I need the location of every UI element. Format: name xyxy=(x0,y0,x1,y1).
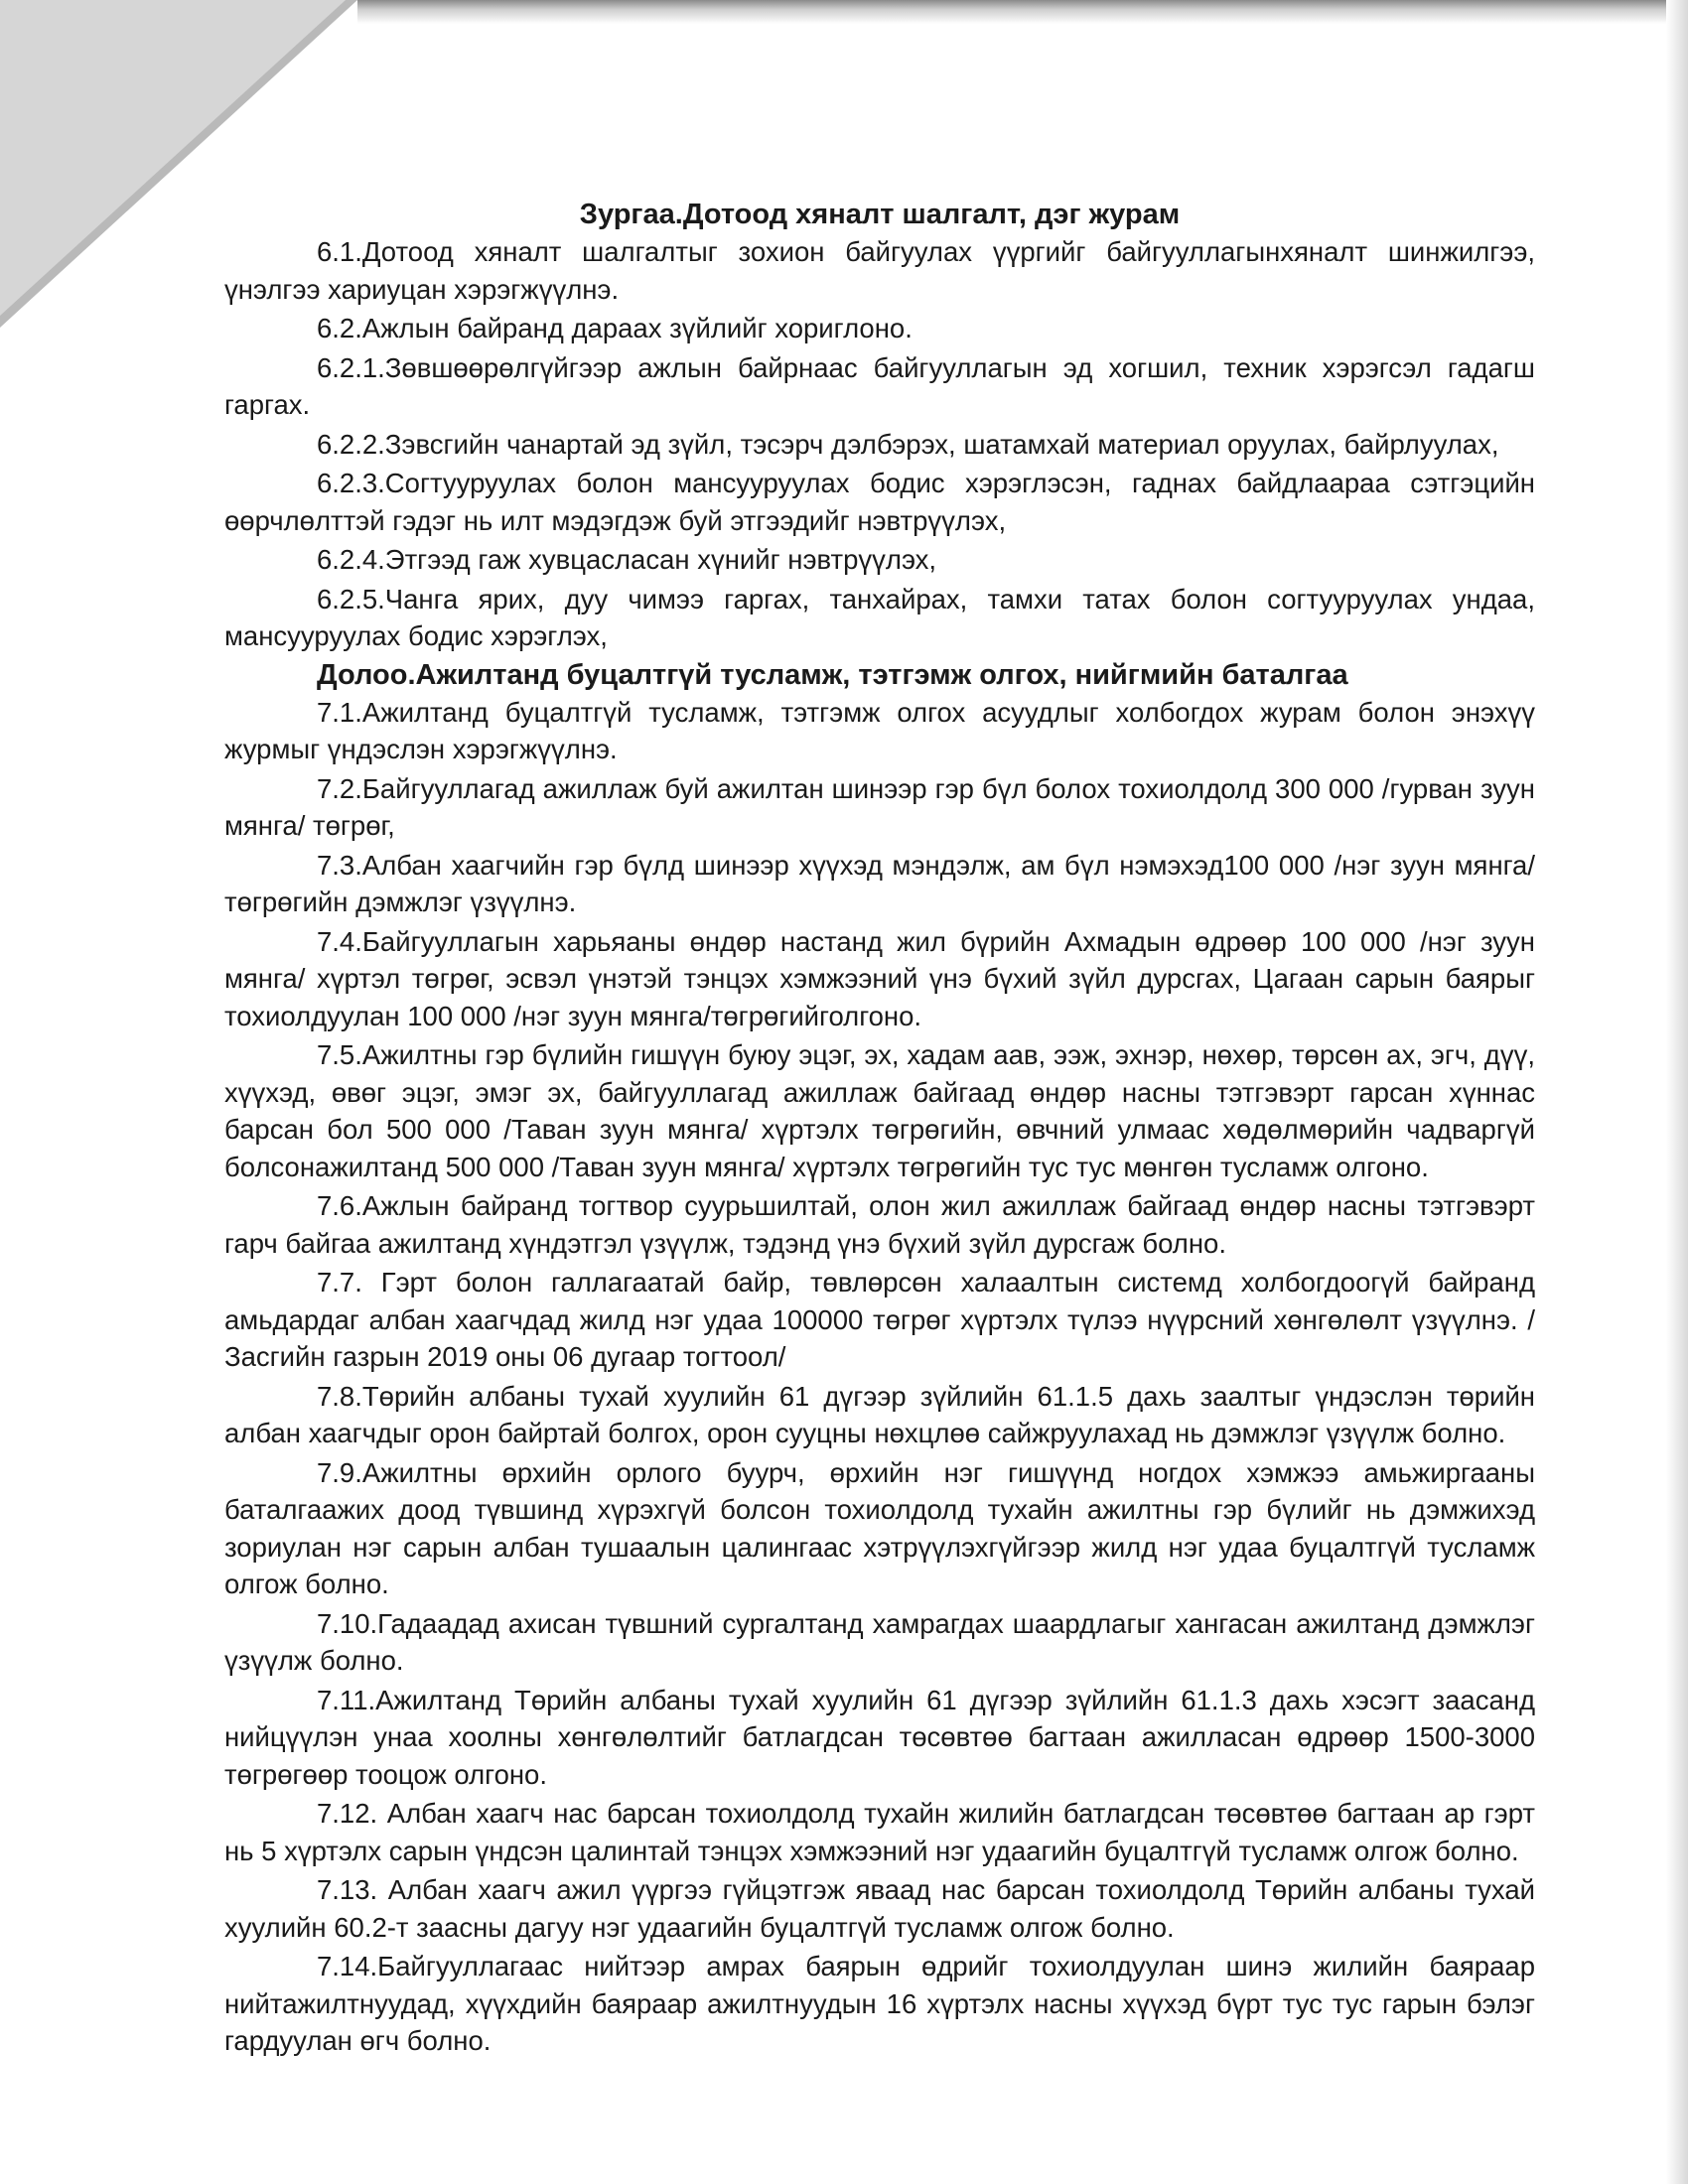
paragraph-7-12: 7.12. Албан хаагч нас барсан тохиолдолд тухайн жилийн батлагдсан төсөвтөө багтаан ар гэрт нь 5 хүртэлх сарын үндсэн цалинтай тэнцэх хэмжээний нэг удаагийн буцалтгүй тусламж олгож болно. xyxy=(224,1798,1535,1866)
section-6-heading: Зургаа.Дотоод хяналт шалгалт, дэг журам xyxy=(579,199,1181,230)
paragraph-7-13: 7.13. Албан хаагч ажил үүргээ гүйцэтгэж яваад нас барсан тохиолдолд Төрийн албаны тухай хуулийн 60.2-т заасны дагуу нэг удаагийн буцалтгүй тусламж олгож болно. xyxy=(224,1874,1535,1943)
paragraph-7-10: 7.10.Гадаадад ахисан түвшний сургалтанд хамрагдах шаардлагыг хангасан ажилтанд дэмжлэг үзүүлж болно. xyxy=(224,1607,1535,1676)
paragraph-7-14: 7.14.Байгууллагаас нийтээр амрах баярын өдрийг тохиолдуулан шинэ жилийн баяраар нийтажилтнуудад, хүүхдийн баяраар ажилтнуудын 16 хүртэлх насны хүүхэд бүрт тус тус гарын бэлэг гардуулан өгч болно. xyxy=(224,1951,1535,2056)
paragraph-6-2-4: 6.2.4.Этгээд гаж хувцасласан хүнийг нэвтрүүлэх, xyxy=(317,544,937,575)
paragraph-7-1: 7.1.Ажилтанд буцалтгүй тусламж, тэтгэмж олгох асуудлыг холбогдох журам болон энэхүү журмыг үндэслэн хэрэгжүүлнэ. xyxy=(224,696,1535,764)
paragraph-6-2-5: 6.2.5.Чанга ярих, дуу чимээ гаргах, танхайрах, тамхи татах болон согтууруулах ундаа, мансууруулах бодис хэрэглэх, xyxy=(224,583,1535,651)
scan-right-edge xyxy=(1666,0,1688,2184)
paragraph-7-4: 7.4.Байгууллагын харьяаны өндөр настанд жил бүрийн Ахмадын өдрөөр 100 000 /нэг зуун мянга/ хүртэл төгрөг, эсвэл үнэтэй тэнцэх хэмжээний үнэ бүхий зүйл дурсгах, Цагаан сарын баярыг тохиолдуулан 100 000 /нэг зуун мянга/төгрөгийголгоно. xyxy=(224,925,1535,1031)
scan-top-edge xyxy=(357,0,1688,24)
paragraph-7-7: 7.7. Гэрт болон галлагаатай байр, төвлөрсөн халаалтын системд холбогдоогүй байранд амьдардаг албан хаагчдад жилд нэг удаа 100000 төгрөг хүртэлх түлээ нүүрсний хөнгөлөлт үзүүлнэ. /Засгийн газрын 2019 оны 06 дугаар тогтоол/ xyxy=(224,1267,1535,1372)
paragraph-6-2-1: 6.2.1.Зөвшөөрөлгүйгээр ажлын байрнаас байгууллагын эд хогшил, техник хэрэгсэл гадагш гаргах. xyxy=(224,351,1535,420)
paragraph-7-3: 7.3.Албан хаагчийн гэр бүлд шинээр хүүхэд мэндэлж, ам бүл нэмэхэд100 000 /нэг зуун мянга/ төгрөгийн дэмжлэг үзүүлнэ. xyxy=(224,849,1535,917)
paragraph-7-5: 7.5.Ажилтны гэр бүлийн гишүүн буюу эцэг, эх, хадам аав, ээж, эхнэр, нөхөр, төрсөн ах, эгч, дүү, хүүхэд, өвөг эцэг, эмэг эх, байгууллагад ажиллаж байгаад өндөр насны тэтгэвэрт гарсан хүннас барсан бол 500 000 /Таван зуун мянга/ хүртэлх төгрөгийн, өвчний улмаас хөдөлмөрийн чадваргүй болсонажилтанд 500 000 /Таван зуун мянга/ хүртэлх төгрөгийн тус тус мөнгөн тусламж олгоно. xyxy=(224,1039,1535,1182)
paragraph-6-2-2: 6.2.2.Зэвсгийн чанартай эд зүйл, тэсэрч дэлбэрэх, шатамхай материал оруулах, байрлуулах, xyxy=(317,428,1499,460)
paragraph-7-2: 7.2.Байгууллагад ажиллаж буй ажилтан шинээр гэр бүл болох тохиолдолд 300 000 /гурван зуун мянга/ төгрөг, xyxy=(224,772,1535,841)
paragraph-6-2-3: 6.2.3.Согтууруулах болон мансууруулах бодис хэрэглэсэн, гаднах байдлаараа сэтгэцийн өөрчлөлттэй гэдэг нь илт мэдэгдэж буй этгээдийг нэвтрүүлэх, xyxy=(224,468,1535,536)
paragraph-7-6: 7.6.Ажлын байранд тогтвор суурьшилтай, олон жил ажиллаж байгаад өндөр насны тэтгэвэрт гарч байгаа ажилтанд хүндэтгэл үзүүлж, тэдэнд үнэ бүхий зүйл дурсгаж болно. xyxy=(224,1190,1535,1259)
paragraph-7-9: 7.9.Ажилтны өрхийн орлого буурч, өрхийн нэг гишүүнд ногдох хэмжээ амьжиргааны баталгаажих доод түвшинд хүрэхгүй болсон тохиолдолд тухайн ажилтны гэр бүлийг нь дэмжихэд зориулан нэг сарын албан тушаалын цалингаас хэтрүүлэхгүйгээр жилд нэг удаа буцалтгүй тусламж олгож болно. xyxy=(224,1456,1535,1599)
paragraph-7-11: 7.11.Ажилтанд Төрийн албаны тухай хуулийн 61 дүгээр зүйлийн 61.1.3 дахь хэсэгт заасанд нийцүүлэн унаа хоолны хөнгөлөлтийг батлагдсан төсөвтөө багтаан ажилласан өдрөөр 1500-3000 төгрөгөөр тооцож олгоно. xyxy=(224,1684,1535,1790)
paragraph-6-2: 6.2.Ажлын байранд дараах зүйлийг хориглоно. xyxy=(317,313,913,343)
document-page xyxy=(224,197,1535,2062)
paragraph-7-8: 7.8.Төрийн албаны тухай хуулийн 61 дүгээр зүйлийн 61.1.5 дахь заалтыг үндэслэн төрийн албан хаагчдыг орон байртай болгох, орон сууцны нөхцлөө сайжруулахад нь дэмжлэг үзүүлж болно. xyxy=(224,1380,1535,1448)
section-7-heading: Долоо.Ажилтанд буцалтгүй тусламж, тэтгэмж олгох, нийгмийн баталгаа xyxy=(317,658,1348,691)
paragraph-6-1: 6.1.Дотоод хяналт шалгалтыг зохион байгуулах үүргийг байгууллагынхяналт шинжилгээ, үнэлгээ хариуцан хэрэгжүүлнэ. xyxy=(224,236,1535,305)
